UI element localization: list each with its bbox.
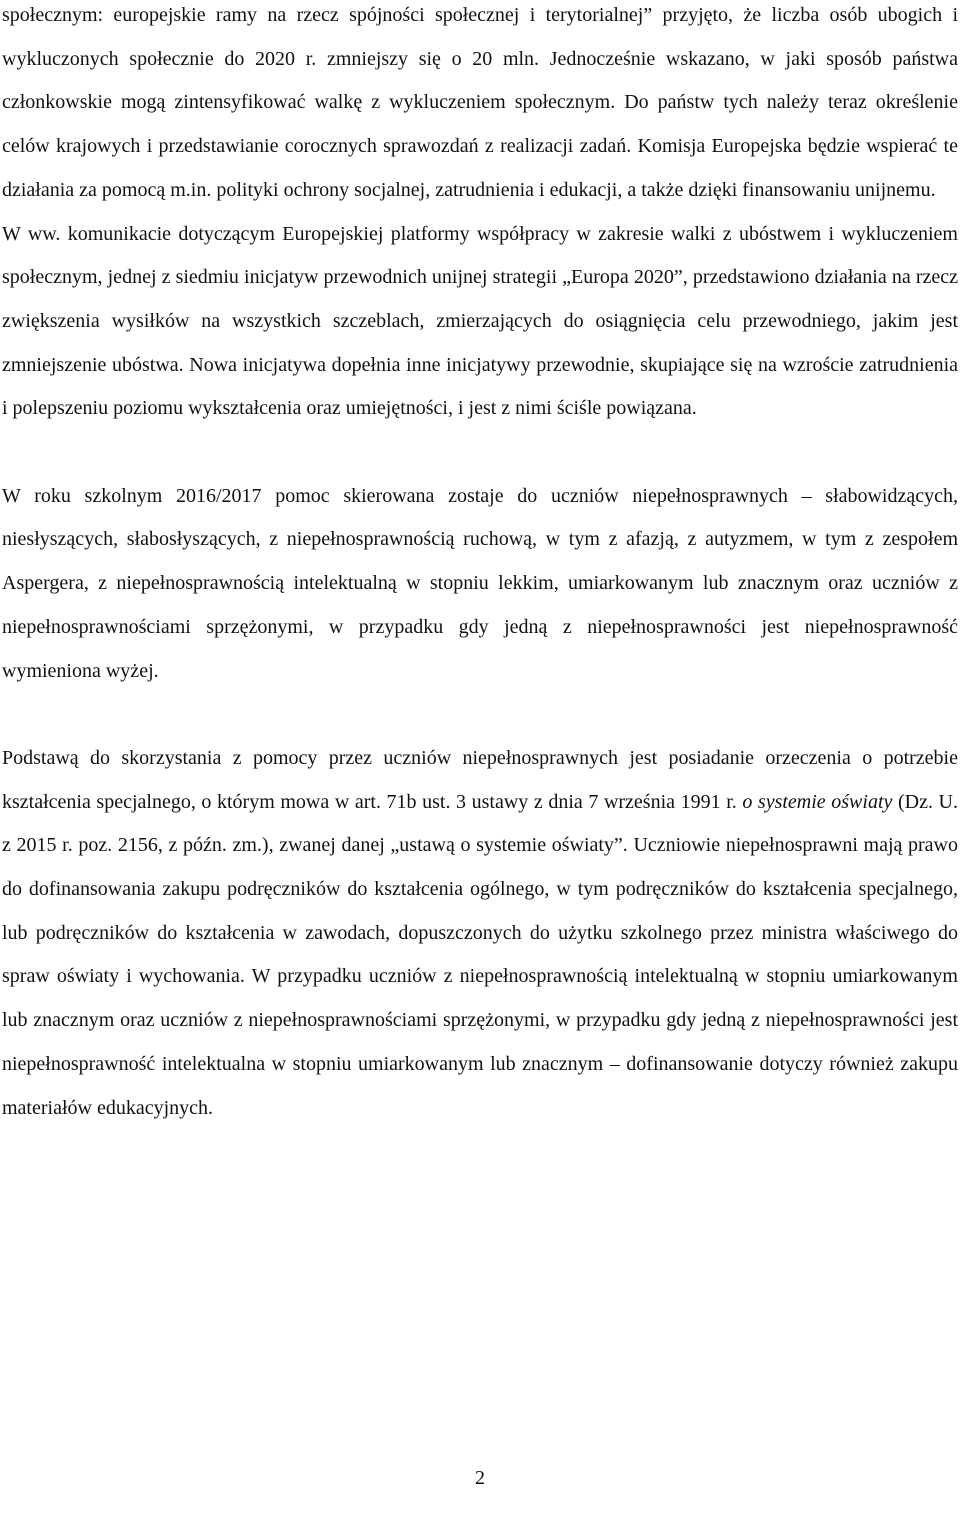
act-title-italic: o systemie oświaty: [742, 790, 893, 813]
page-number: 2: [475, 1467, 485, 1489]
paragraph-legal-basis: [2, 737, 958, 1130]
legal-basis-text-start: Podstawą do skorzystania z pomocy przez uczniów niepełnosprawnych jest posiadanie orzeczenia o potrzebie kształcenia specjalnego, o którym mowa w art. 71b ust. 3 ustawy z dnia 7 września 1991 r.: [2, 746, 958, 813]
paragraph-strategy-targets: społecznym: europejskie ramy na rzecz spójności społecznej i terytorialnej” przyjęto, że liczba osób ubogich i wykluczonych społecznie do 2020 r. zmniejszy się o 20 mln. Jednocześnie wskazano, w jaki sposób państwa członkowskie mogą zintensyfikować walkę z wykluczeniem społecznym. Do państw tych należy teraz określenie celów krajowych i przedstawianie corocznych sprawozdań z realizacji zadań. Komisja Europejska będzie wspierać te działania za pomocą m.in. polityki ochrony socjalnej, zatrudnienia i edukacji, a także dzięki finansowaniu unijnemu.: [2, 4, 958, 201]
paragraph-platform-communication: W ww. komunikacie dotyczącym Europejskiej platformy współpracy w zakresie walki z ubóstwem i wykluczeniem społecznym, jednej z siedmiu inicjatyw przewodnich unijnej strategii „Europa 2020”, przedstawiono działania na rzecz zwiększenia wysiłków na wszystkich szczeblach, zmierzających do osiągnięcia celu przewodniego, jakim jest zmniejszenie ubóstwa. Nowa inicjatywa dopełnia inne inicjatywy przewodnie, skupiające się na wzroście zatrudnienia i polepszeniu poziomu wykształcenia oraz umiejętności, i jest z nimi ściśle powiązana.: [2, 222, 958, 420]
paragraph-eligible-students: W roku szkolnym 2016/2017 pomoc skierowana zostaje do uczniów niepełnosprawnych – słabowidzących, niesłyszących, słabosłyszących, z niepełnosprawnością ruchową, w tym z afazją, z autyzmem, w tym z zespołem Aspergera, z niepełnosprawnością intelektualną w stopniu lekkim, umiarkowanym lub znacznym oraz uczniów z niepełnosprawnościami sprzężonymi, w przypadku gdy jedną z niepełnosprawności jest niepełnosprawność wymieniona wyżej.: [2, 484, 958, 682]
paragraph-spacer: [2, 693, 958, 737]
legal-basis-text-end: (Dz. U. z 2015 r. poz. 2156, z późn. zm.), zwanej danej „ustawą o systemie oświaty”. Uczniowie niepełnosprawni mają prawo do dofinansowania zakupu podręczników do kształcenia ogólnego, w tym podręczników do kształcenia specjalnego, lub podręczników do kształcenia w zawodach, dopuszczonych do użytku szkolnego przez ministra właściwego do spraw oświaty i wychowania. W przypadku uczniów z niepełnosprawnością intelektualną w stopniu umiarkowanym lub znacznym oraz uczniów z niepełnosprawnościami sprzężonymi, w przypadku gdy jedną z niepełnosprawności jest niepełnosprawność intelektualna w stopniu umiarkowanym lub znacznym – dofinansowanie dotyczy również zakupu materiałów edukacyjnych.: [2, 790, 958, 1119]
paragraph-spacer: [2, 431, 958, 475]
